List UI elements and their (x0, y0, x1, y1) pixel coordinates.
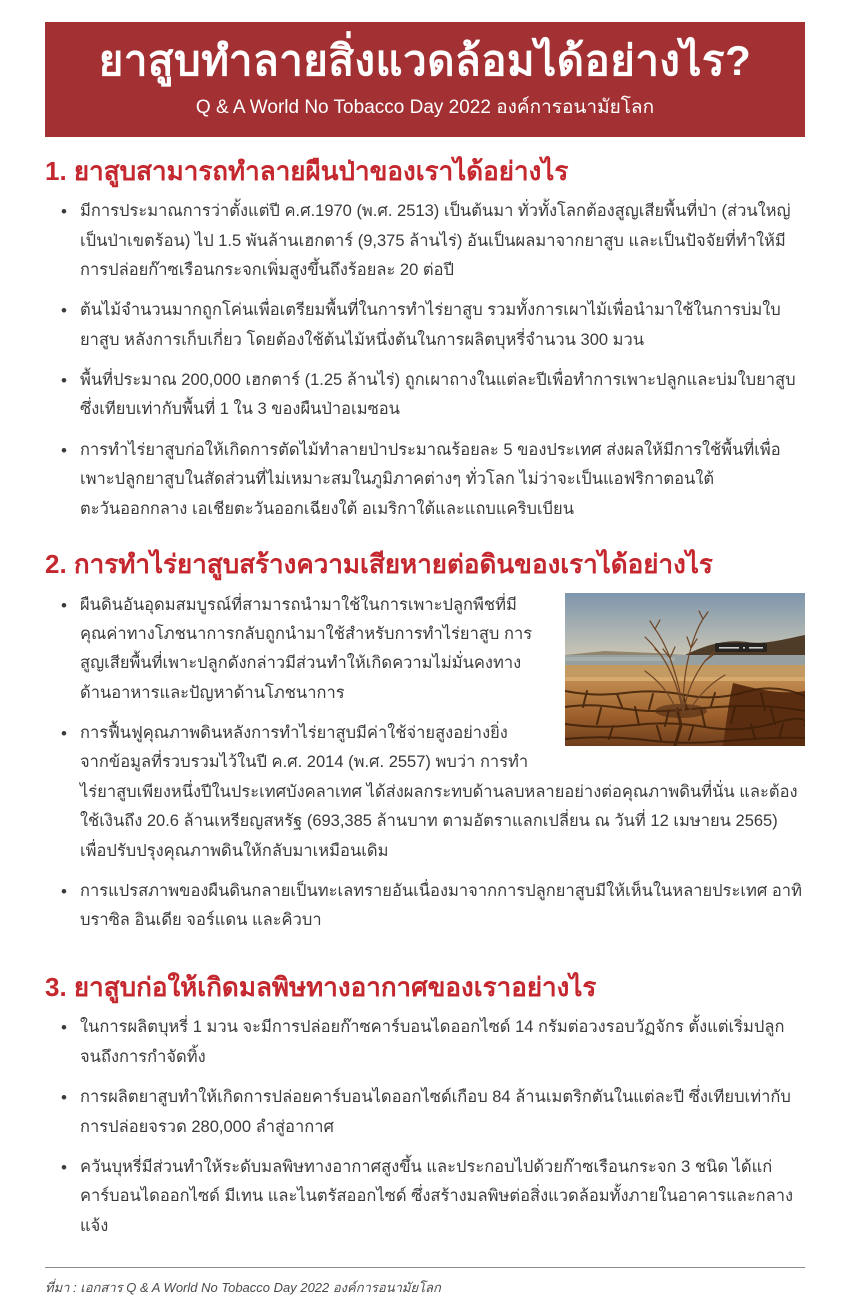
bullet-list (45, 1013, 805, 1241)
bullet-item: • ต้นไม้จำนวนมากถูกโค่นเพื่อเตรียมพื้นที่ในการทำไร่ยาสูบ รวมทั้งการเผาไม้เพื่อนำมาใช้ในการบ่มใบยาสูบ หลังการเก็บเกี่ยว โดยต้องใช้ต้นไม้หนึ่งต้นในการผลิตบุหรี่จำนวน 300 มวน (80, 296, 805, 355)
bullet-item: • พื้นที่ประมาณ 200,000 เฮกตาร์ (1.25 ล้านไร่) ถูกเผาถางในแต่ละปีเพื่อทำการเพาะปลูกและบ่มใบยาสูบ ซึ่งเทียบเท่ากับพื้นที่ 1 ใน 3 ของผืนป่าอเมซอน (80, 366, 805, 425)
section-soil-damage (45, 548, 805, 947)
page-subtitle: Q & A World No Tobacco Day 2022 องค์การอนามัยโลก (195, 96, 655, 118)
section-1-heading: 1. ยาสูบสามารถทำลายผืนป่าของเราได้อย่างไร (45, 155, 569, 186)
bullet-item: • การแปรสภาพของผืนดินกลายเป็นทะเลทรายอันเนื่องมาจากการปลูกยาสูบมีให้เห็นในหลายประเทศ อาทิ บราซิล อินเดีย จอร์แดน และคิวบา (80, 877, 805, 936)
source-note: ที่มา : เอกสาร Q & A World No Tobacco Day 2022 องค์การอนามัยโลก (45, 1279, 441, 1295)
bullet-item: • การฟื้นฟูคุณภาพดินหลังการทำไร่ยาสูบมีค่าใช้จ่ายสูงอย่างยิ่ง จากข้อมูลที่รวบรวมไว้ในปี ค.ศ. 2014 (พ.ศ. 2557) พบว่า การทำไร่ยาสูบเพียงหนึ่งปีในประเทศบังคลาเทศ ได้ส่งผลกระทบด้านลบหลายอย่างต่อคุณภาพดินที่นั่น และต้องใช้เงินถึง 20.6 ล้านเหรียญสหรัฐ (693,385 ล้านบาท ตามอัตราแลกเปลี่ยน ณ วันที่ 12 เมษายน 2565) เพื่อปรับปรุงคุณภาพดินให้กลับมาเหมือนเดิม (80, 719, 805, 866)
bullet-list (45, 591, 805, 936)
footer (45, 1267, 805, 1298)
section-2-heading: 2. การทำไร่ยาสูบสร้างความเสียหายต่อดินของเราได้อย่างไร (45, 548, 713, 579)
bullet-item: • มีการประมาณการว่าตั้งแต่ปี ค.ศ.1970 (พ.ศ. 2513) เป็นต้นมา ทั่วทั้งโลกต้องสูญเสียพื้นที่ป่า (ส่วนใหญ่เป็นป่าเขตร้อน) ไป 1.5 พันล้านเฮกตาร์ (9,375 ล้านไร่) อันเป็นผลมาจากยาสูบ และเป็นปัจจัยที่ทำให้มีการปล่อยก๊าซเรือนกระจกเพิ่มสูงขึ้นถึงร้อยละ 20 ต่อปี (80, 197, 805, 285)
header-banner (45, 22, 805, 137)
bullet-item: • การผลิตยาสูบทำให้เกิดการปล่อยคาร์บอนไดออกไซด์เกือบ 84 ล้านเมตริกตันในแต่ละปี ซึ่งเทียบเท่ากับการปล่อยจรวด 280,000 ลำสู่อากาศ (80, 1083, 805, 1142)
bullet-list (45, 197, 805, 524)
footer-divider (45, 1267, 805, 1268)
bullet-item: • ควันบุหรี่มีส่วนทำให้ระดับมลพิษทางอากาศสูงขึ้น และประกอบไปด้วยก๊าซเรือนกระจก 3 ชนิด ได้แก่ คาร์บอนไดออกไซด์ มีเทน และไนตรัสออกไซด์ ซึ่งสร้างมลพิษต่อสิ่งแวดล้อมทั้งภายในอาคารและกลางแจ้ง (80, 1153, 805, 1241)
bullet-item: • ในการผลิตบุหรี่ 1 มวน จะมีการปล่อยก๊าซคาร์บอนไดออกไซด์ 14 กรัมต่อวงรอบวัฏจักร ตั้งแต่เริ่มปลูกจนถึงการกำจัดทิ้ง (80, 1013, 805, 1072)
section-forest-damage (45, 155, 805, 524)
section-2-body (45, 591, 805, 947)
bullet-item: • การทำไร่ยาสูบก่อให้เกิดการตัดไม้ทำลายป่าประมาณร้อยละ 5 ของประเทศ ส่งผลให้มีการใช้พื้นที่เพื่อเพาะปลูกยาสูบในสัดส่วนที่ไม่เหมาะสมในภูมิภาคต่างๆ ทั่วโลก ไม่ว่าจะเป็นแอฟริกาตอนใต้ ตะวันออกกลาง เอเชียตะวันออกเฉียงใต้ อเมริกาใต้และแถบแคริบเบียน (80, 436, 805, 524)
section-air-pollution (45, 971, 805, 1241)
page-title: ยาสูบทำลายสิ่งแวดล้อมได้อย่างไร? (98, 37, 752, 84)
section-3-heading: 3. ยาสูบก่อให้เกิดมลพิษทางอากาศของเราอย่างไร (45, 971, 597, 1002)
bullet-item: • ผืนดินอันอุดมสมบูรณ์ที่สามารถนำมาใช้ในการเพาะปลูกพืชที่มีคุณค่าทางโภชนาการกลับถูกนำมาใช้สำหรับการทำไร่ยาสูบ การสูญเสียพื้นที่เพาะปลูกดังกล่าวมีส่วนทำให้เกิดความไม่มั่นคงทางด้านอาหารและปัญหาด้านโภชนาการ (80, 591, 805, 708)
